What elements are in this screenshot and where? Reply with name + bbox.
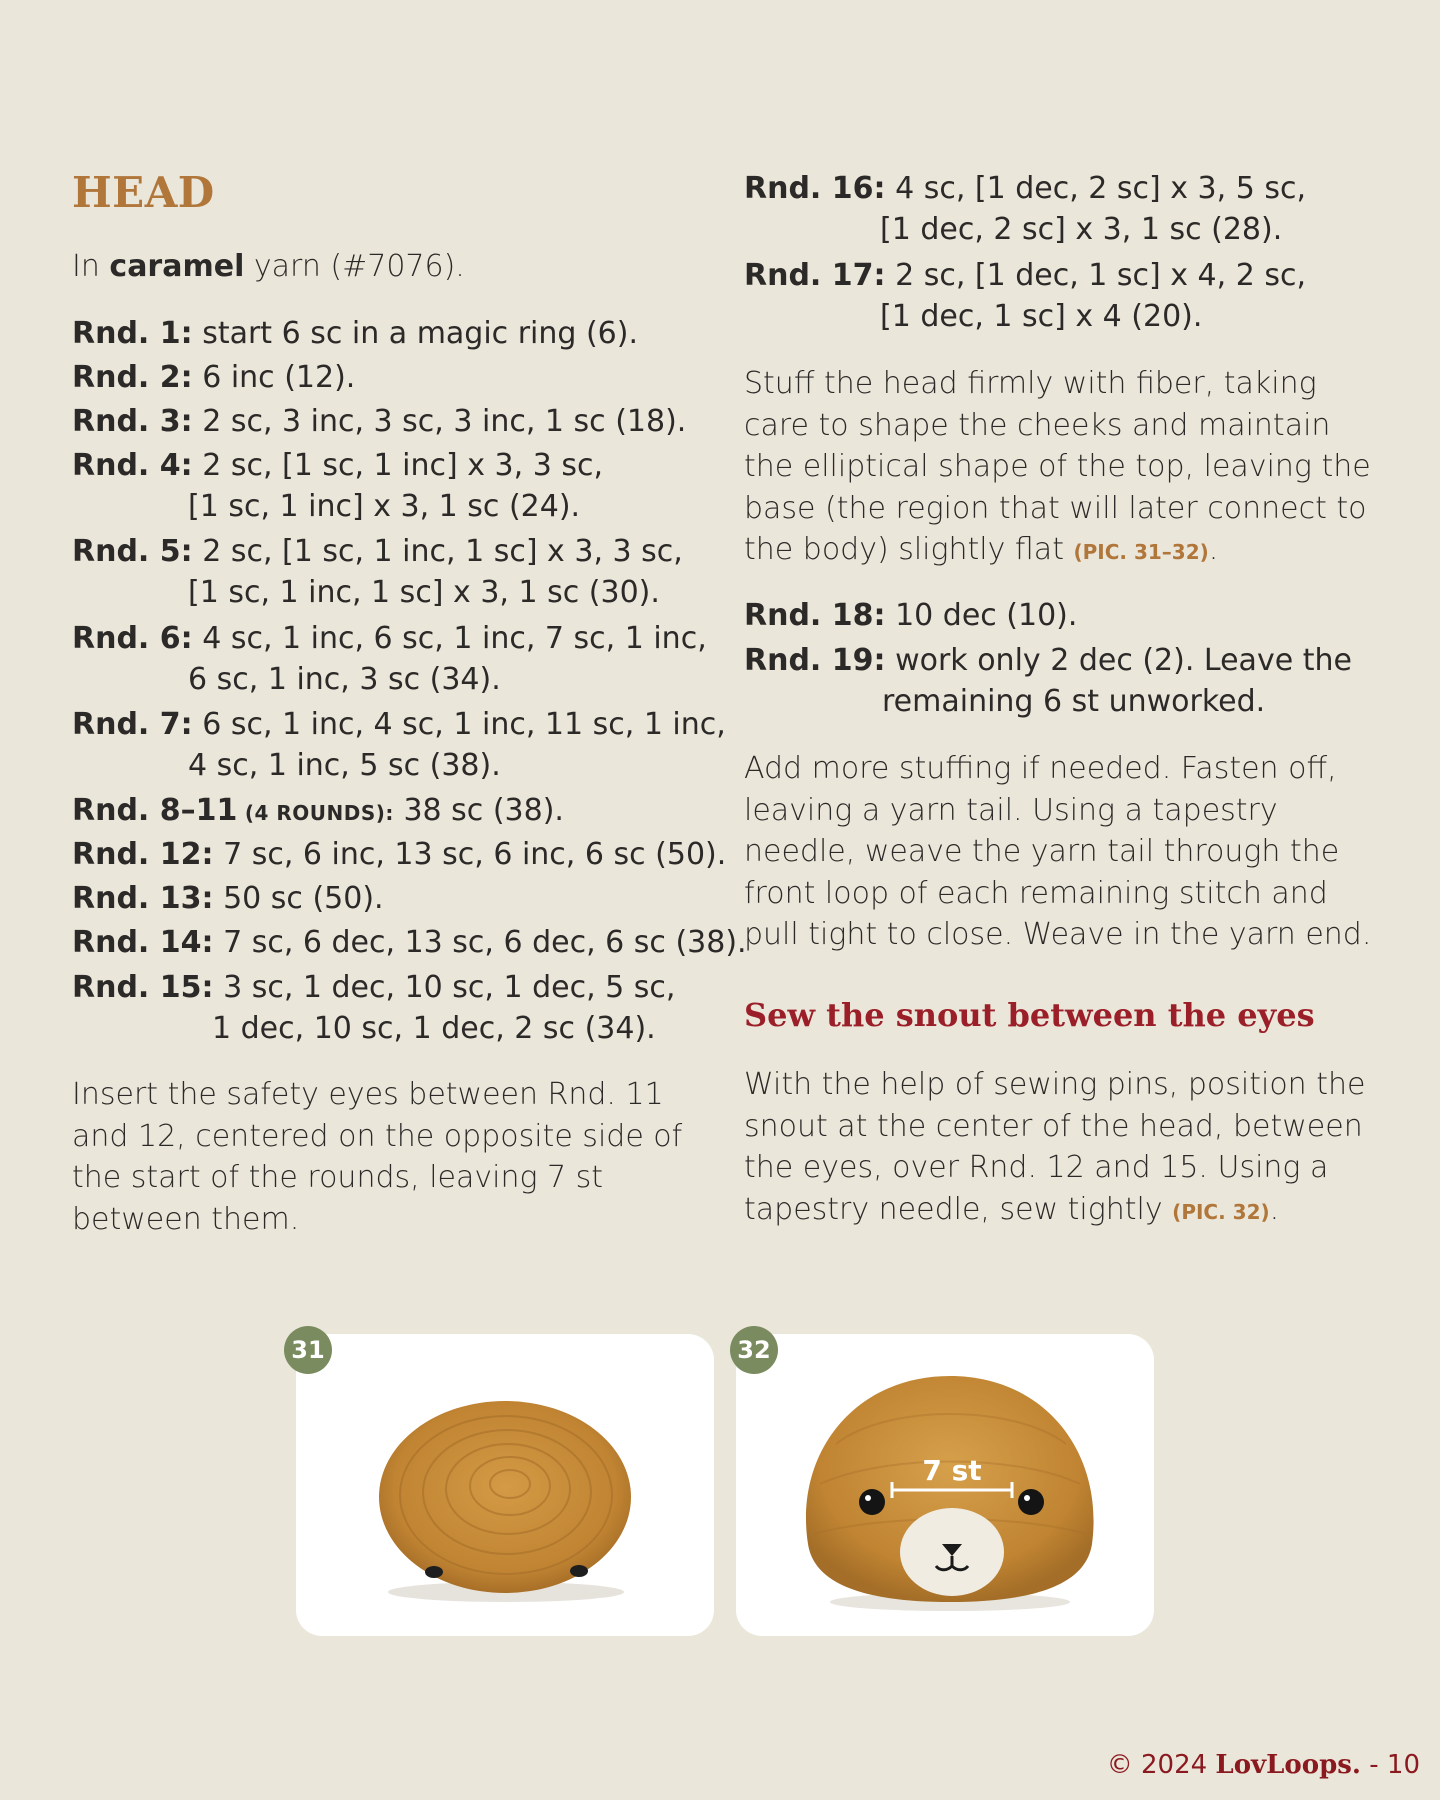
page-number: - 10: [1361, 1750, 1420, 1780]
round-label: Rnd. 12:: [72, 837, 214, 872]
fasten-paragraph: Add more stuffing if needed. Fasten off, leaving a yarn tail. Using a tapestry needle, weave the yarn tail through the front loop of each remaining stitch and pull tight to close. Weave in the yarn end.: [744, 751, 1372, 952]
photo-31: [296, 1334, 714, 1636]
round-continuation: [1 dec, 2 sc] x 3, 1 sc (28).: [880, 212, 1283, 247]
round-text: 38 sc (38).: [393, 793, 564, 828]
round-continuation: [1 sc, 1 inc, 1 sc] x 3, 1 sc (30).: [188, 575, 660, 610]
round-text: work only 2 dec (2). Leave the: [885, 643, 1352, 678]
brand-logo: LovLoops.: [1215, 1750, 1361, 1780]
round-label: Rnd. 2:: [72, 360, 193, 395]
round-continuation: 1 dec, 10 sc, 1 dec, 2 sc (34).: [212, 1011, 656, 1046]
round-line: [72, 618, 707, 659]
round-label: Rnd. 14:: [72, 925, 214, 960]
stuff-end: .: [1208, 532, 1219, 567]
round-continuation: [1 sc, 1 inc] x 3, 1 sc (24).: [188, 489, 581, 524]
round-label: Rnd. 5:: [72, 534, 193, 569]
round-text: 2 sc, [1 sc, 1 inc, 1 sc] x 3, 3 sc,: [192, 534, 683, 569]
snout-end: .: [1269, 1191, 1280, 1227]
round-label: Rnd. 8–11: [72, 793, 238, 828]
round-continuation: 4 sc, 1 inc, 5 sc (38).: [188, 748, 501, 783]
round-label: Rnd. 18:: [744, 598, 886, 633]
snout-heading: Sew the snout between the eyes: [744, 996, 1315, 1034]
crochet-head-side-illustration: [296, 1334, 714, 1636]
round-label: Rnd. 4:: [72, 448, 193, 483]
round-label: Rnd. 6:: [72, 621, 193, 656]
intro-yarn-color: caramel: [109, 249, 245, 284]
round-text: start 6 sc in a magic ring (6).: [192, 316, 638, 351]
round-text: 6 sc, 1 inc, 4 sc, 1 inc, 11 sc, 1 inc,: [192, 707, 726, 742]
round-line: [744, 640, 1352, 681]
snout-paragraph: [744, 1064, 1376, 1233]
round-label: Rnd. 16:: [744, 171, 886, 206]
pic-reference: (PIC. 32): [1172, 1199, 1270, 1224]
photo-number-badge: 32: [730, 1326, 778, 1374]
round-line: [72, 878, 384, 919]
yarn-intro: [72, 246, 465, 287]
round-label: Rnd. 13:: [72, 881, 214, 916]
intro-suffix: yarn (#7076).: [244, 249, 465, 284]
crochet-head-front-illustration: [736, 1334, 1154, 1636]
eyes-paragraph: Insert the safety eyes between Rnd. 11 and 12, centered on the opposite side of the start of the rounds, leaving 7 st between them.: [72, 1077, 683, 1237]
round-text: 7 sc, 6 dec, 13 sc, 6 dec, 6 sc (38).: [213, 925, 747, 960]
section-title: HEAD: [72, 168, 215, 217]
round-text: 2 sc, [1 dec, 1 sc] x 4, 2 sc,: [885, 258, 1306, 293]
photo-number-badge: 31: [284, 1326, 332, 1374]
round-line: [72, 445, 603, 486]
round-line: [72, 922, 747, 963]
round-label: Rnd. 1:: [72, 316, 193, 351]
pic-reference: (PIC. 31–32): [1073, 540, 1209, 564]
round-line: [72, 790, 564, 834]
round-text: 2 sc, [1 sc, 1 inc] x 3, 3 sc,: [192, 448, 603, 483]
copyright: © 2024: [1106, 1750, 1216, 1780]
round-continuation: [1 dec, 1 sc] x 4 (20).: [880, 299, 1203, 334]
round-line: [744, 255, 1306, 296]
round-label: Rnd. 3:: [72, 404, 193, 439]
stuff-paragraph: [744, 363, 1376, 574]
round-text: 3 sc, 1 dec, 10 sc, 1 dec, 5 sc,: [213, 970, 676, 1005]
round-text: 7 sc, 6 inc, 13 sc, 6 inc, 6 sc (50).: [213, 837, 727, 872]
stuff-text: Stuff the head firmly with fiber, taking care to shape the cheeks and maintain the elliptical shape of the top, leaving the base (the region that will later connect to the body) slightly flat: [744, 366, 1371, 567]
round-text: 10 dec (10).: [885, 598, 1078, 633]
round-continuation: remaining 6 st unworked.: [882, 684, 1266, 719]
round-line: [72, 357, 355, 398]
page-footer: [1107, 1750, 1420, 1780]
snout-text: With the help of sewing pins, position the snout at the center of the head, between the eyes, over Rnd. 12 and 15. Using a tapestry needle, sew tightly: [744, 1067, 1366, 1227]
round-label: Rnd. 7:: [72, 707, 193, 742]
round-count-note: (4 ROUNDS):: [237, 801, 394, 825]
round-line: [72, 401, 686, 442]
round-line: [72, 704, 726, 745]
round-line: [72, 834, 726, 875]
round-label: Rnd. 19:: [744, 643, 886, 678]
round-line: [72, 313, 638, 354]
round-text: 4 sc, 1 inc, 6 sc, 1 inc, 7 sc, 1 inc,: [192, 621, 707, 656]
round-line: [72, 967, 675, 1008]
round-text: 50 sc (50).: [213, 881, 384, 916]
round-continuation: 6 sc, 1 inc, 3 sc (34).: [188, 662, 501, 697]
photo-32: [736, 1334, 1154, 1636]
round-text: 2 sc, 3 inc, 3 sc, 3 inc, 1 sc (18).: [192, 404, 687, 439]
round-text: 4 sc, [1 dec, 2 sc] x 3, 5 sc,: [885, 171, 1306, 206]
intro-prefix: In: [72, 249, 110, 284]
round-label: Rnd. 15:: [72, 970, 214, 1005]
round-line: [72, 531, 683, 572]
round-text: 6 inc (12).: [192, 360, 356, 395]
stitch-count-annotation: 7 st: [922, 1454, 982, 1487]
round-label: Rnd. 17:: [744, 258, 886, 293]
round-line: [744, 595, 1077, 636]
round-line: [744, 168, 1306, 209]
